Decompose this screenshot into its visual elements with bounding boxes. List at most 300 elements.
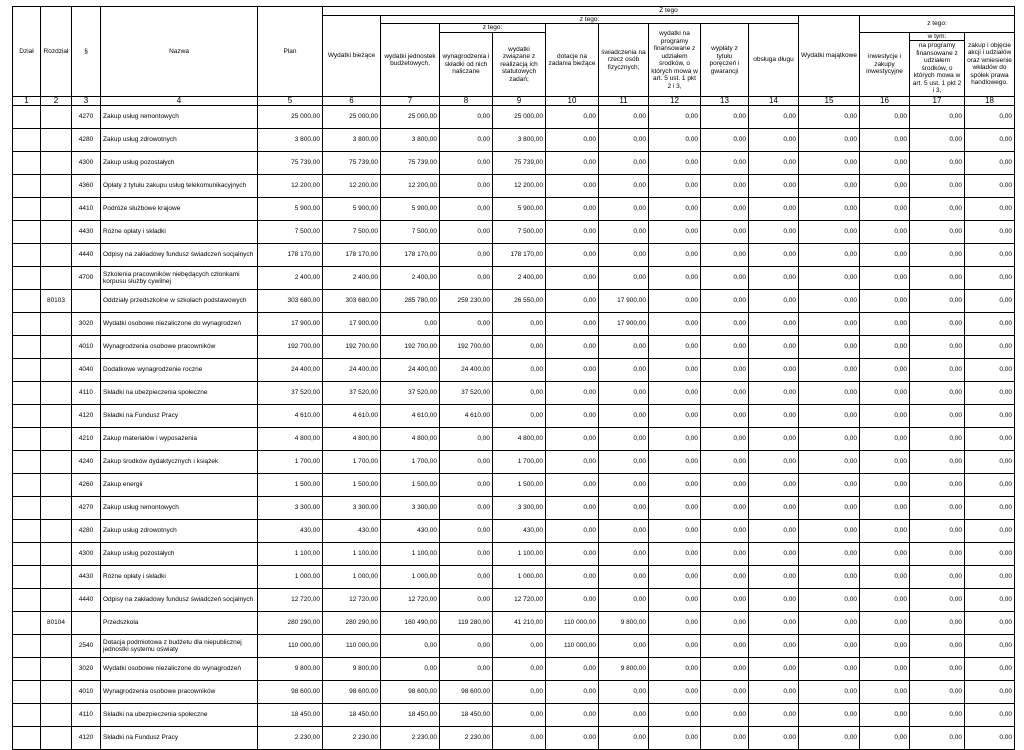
table-row — [13, 290, 1015, 313]
cell-dzial — [13, 244, 41, 267]
cell-value: 259 230,00 — [440, 290, 493, 313]
cell-value: 0,00 — [440, 635, 493, 658]
cell-rozdzial — [41, 658, 72, 681]
cell-dzial — [13, 129, 41, 152]
cell-value: 1 500,00 — [381, 474, 440, 497]
cell-dzial — [13, 290, 41, 313]
cell-value: 0,00 — [599, 221, 649, 244]
cell-value: 0,00 — [965, 106, 1015, 129]
table-row — [13, 405, 1015, 428]
cell-value: 0,00 — [546, 129, 599, 152]
cell-value: 0,00 — [546, 313, 599, 336]
cell-rozdzial — [41, 267, 72, 290]
cell-dzial — [13, 474, 41, 497]
cell-value: 3 800,00 — [323, 129, 381, 152]
table-row — [13, 152, 1015, 175]
cell-value: 0,00 — [860, 129, 910, 152]
cell-value: 0,00 — [749, 336, 799, 359]
table-row — [13, 451, 1015, 474]
cell-paragraf: 3020 — [72, 313, 101, 336]
cell-value: 0,00 — [965, 428, 1015, 451]
cell-value: 0,00 — [799, 221, 860, 244]
cell-value: 0,00 — [965, 635, 1015, 658]
header-obsluga: obsługa długu — [749, 24, 799, 97]
cell-value: 0,00 — [860, 451, 910, 474]
cell-nazwa: Zakup materiałów i wyposażenia — [101, 428, 258, 451]
cell-value: 0,00 — [440, 175, 493, 198]
cell-dzial — [13, 106, 41, 129]
column-number: 9 — [493, 97, 546, 106]
cell-value: 0,00 — [493, 382, 546, 405]
cell-value: 192 700,00 — [381, 336, 440, 359]
cell-nazwa: Zakup usług pozostałych — [101, 543, 258, 566]
table-row — [13, 359, 1015, 382]
cell-value: 178 170,00 — [323, 244, 381, 267]
cell-rozdzial — [41, 727, 72, 750]
cell-dzial — [13, 313, 41, 336]
cell-value: 0,00 — [910, 336, 965, 359]
cell-value: 0,00 — [749, 106, 799, 129]
cell-value: 0,00 — [799, 290, 860, 313]
cell-value: 0,00 — [799, 497, 860, 520]
cell-value: 0,00 — [860, 497, 910, 520]
cell-paragraf: 4270 — [72, 106, 101, 129]
cell-paragraf: 4410 — [72, 198, 101, 221]
cell-value: 0,00 — [910, 405, 965, 428]
cell-value: 0,00 — [910, 681, 965, 704]
cell-value: 0,00 — [440, 497, 493, 520]
cell-value: 0,00 — [493, 727, 546, 750]
cell-value: 0,00 — [440, 221, 493, 244]
table-row — [13, 428, 1015, 451]
cell-value: 0,00 — [701, 474, 749, 497]
cell-value: 3 800,00 — [258, 129, 323, 152]
cell-value: 0,00 — [965, 451, 1015, 474]
cell-value: 0,00 — [860, 635, 910, 658]
cell-value: 0,00 — [440, 198, 493, 221]
cell-value: 0,00 — [799, 382, 860, 405]
cell-value: 12 200,00 — [258, 175, 323, 198]
cell-value: 0,00 — [546, 681, 599, 704]
cell-paragraf: 4700 — [72, 267, 101, 290]
cell-value: 0,00 — [799, 152, 860, 175]
cell-value: 0,00 — [749, 658, 799, 681]
cell-value: 24 400,00 — [323, 359, 381, 382]
cell-value: 18 450,00 — [258, 704, 323, 727]
cell-value: 0,00 — [749, 727, 799, 750]
cell-value: 0,00 — [860, 566, 910, 589]
header-w-tym: w tym: — [910, 32, 965, 41]
cell-value: 0,00 — [493, 704, 546, 727]
table-row — [13, 727, 1015, 750]
cell-value: 0,00 — [599, 497, 649, 520]
cell-value: 0,00 — [599, 681, 649, 704]
cell-value: 17 900,00 — [258, 313, 323, 336]
cell-value: 0,00 — [749, 451, 799, 474]
cell-value: 0,00 — [910, 382, 965, 405]
cell-value: 0,00 — [965, 175, 1015, 198]
cell-nazwa: Składki na Fundusz Pracy — [101, 727, 258, 750]
cell-value: 0,00 — [599, 129, 649, 152]
cell-value: 0,00 — [965, 382, 1015, 405]
table-row — [13, 221, 1015, 244]
cell-value: 0,00 — [493, 313, 546, 336]
cell-nazwa: Zakup usług remontowych — [101, 106, 258, 129]
cell-value: 0,00 — [440, 428, 493, 451]
cell-value: 0,00 — [799, 451, 860, 474]
cell-rozdzial — [41, 474, 72, 497]
cell-value: 4 610,00 — [440, 405, 493, 428]
cell-value: 4 800,00 — [323, 428, 381, 451]
cell-value: 0,00 — [493, 681, 546, 704]
cell-value: 17 900,00 — [599, 313, 649, 336]
cell-value: 0,00 — [749, 543, 799, 566]
cell-dzial — [13, 175, 41, 198]
cell-value: 41 210,00 — [493, 612, 546, 635]
cell-value: 0,00 — [701, 198, 749, 221]
cell-dzial — [13, 566, 41, 589]
cell-value: 24 400,00 — [258, 359, 323, 382]
cell-value: 0,00 — [649, 428, 701, 451]
cell-rozdzial — [41, 451, 72, 474]
cell-nazwa: Zakup usług zdrowotnych — [101, 520, 258, 543]
cell-value: 0,00 — [649, 704, 701, 727]
cell-value: 0,00 — [440, 566, 493, 589]
cell-nazwa: Zakup usług pozostałych — [101, 152, 258, 175]
cell-value: 0,00 — [860, 106, 910, 129]
cell-value: 0,00 — [440, 244, 493, 267]
cell-value: 0,00 — [649, 635, 701, 658]
cell-value: 0,00 — [599, 267, 649, 290]
header-dzial: Dział — [13, 7, 41, 97]
cell-paragraf: 4260 — [72, 474, 101, 497]
header-programy-majatkowe: na programy finansowane z udziałem środków, o których mowa w art. 5 ust. 1 pkt 2 i 3, — [910, 41, 965, 97]
cell-nazwa: Zakup usług zdrowotnych — [101, 129, 258, 152]
cell-value: 0,00 — [649, 267, 701, 290]
cell-paragraf: 4300 — [72, 152, 101, 175]
cell-value: 0,00 — [860, 704, 910, 727]
cell-value: 0,00 — [599, 428, 649, 451]
cell-value: 0,00 — [965, 198, 1015, 221]
cell-value: 0,00 — [493, 359, 546, 382]
cell-nazwa: Składki na ubezpieczenia społeczne — [101, 704, 258, 727]
cell-value: 178 170,00 — [258, 244, 323, 267]
cell-value: 110 000,00 — [258, 635, 323, 658]
cell-value: 3 300,00 — [493, 497, 546, 520]
cell-value: 110 000,00 — [546, 635, 599, 658]
table-row — [13, 520, 1015, 543]
cell-value: 0,00 — [799, 359, 860, 382]
cell-value: 25 000,00 — [381, 106, 440, 129]
cell-value: 0,00 — [799, 612, 860, 635]
cell-value: 0,00 — [965, 290, 1015, 313]
cell-value: 0,00 — [965, 589, 1015, 612]
cell-value: 0,00 — [799, 543, 860, 566]
cell-value: 0,00 — [799, 405, 860, 428]
cell-dzial — [13, 497, 41, 520]
cell-value: 0,00 — [749, 198, 799, 221]
cell-value: 0,00 — [860, 612, 910, 635]
cell-value: 0,00 — [965, 681, 1015, 704]
cell-rozdzial — [41, 198, 72, 221]
cell-value: 110 000,00 — [323, 635, 381, 658]
table-row — [13, 198, 1015, 221]
header-paragraf: § — [72, 7, 101, 97]
cell-nazwa: Szkolenia pracowników niebędących członkami korpusu służby cywilnej — [101, 267, 258, 290]
cell-value: 0,00 — [965, 129, 1015, 152]
cell-value: 1 500,00 — [258, 474, 323, 497]
cell-paragraf: 4010 — [72, 681, 101, 704]
cell-nazwa: Oddziały przedszkolne w szkołach podstawowych — [101, 290, 258, 313]
column-number: 16 — [860, 97, 910, 106]
cell-value: 0,00 — [965, 221, 1015, 244]
cell-value: 25 000,00 — [493, 106, 546, 129]
cell-paragraf: 3020 — [72, 658, 101, 681]
cell-value: 0,00 — [546, 152, 599, 175]
cell-nazwa: Wydatki osobowe niezaliczone do wynagrodzeń — [101, 313, 258, 336]
cell-value: 0,00 — [701, 244, 749, 267]
cell-value: 37 520,00 — [258, 382, 323, 405]
cell-value: 0,00 — [546, 543, 599, 566]
cell-value: 0,00 — [546, 175, 599, 198]
cell-value: 0,00 — [381, 313, 440, 336]
cell-value: 0,00 — [910, 727, 965, 750]
cell-value: 0,00 — [493, 405, 546, 428]
cell-value: 0,00 — [799, 727, 860, 750]
cell-paragraf: 4440 — [72, 589, 101, 612]
cell-value: 75 739,00 — [323, 152, 381, 175]
cell-value: 0,00 — [649, 382, 701, 405]
header-wynagrodzenia: wynagrodzenia i składki od nich naliczane — [440, 32, 493, 97]
cell-nazwa: Wydatki osobowe niezaliczone do wynagrodzeń — [101, 658, 258, 681]
cell-value: 0,00 — [701, 129, 749, 152]
table-row — [13, 244, 1015, 267]
cell-value: 0,00 — [749, 267, 799, 290]
cell-value: 0,00 — [701, 612, 749, 635]
cell-value: 4 800,00 — [493, 428, 546, 451]
cell-value: 0,00 — [860, 543, 910, 566]
cell-value: 0,00 — [701, 290, 749, 313]
cell-value: 0,00 — [701, 221, 749, 244]
cell-value: 0,00 — [599, 244, 649, 267]
table-row — [13, 681, 1015, 704]
cell-value: 0,00 — [860, 221, 910, 244]
cell-value: 285 780,00 — [381, 290, 440, 313]
cell-value: 0,00 — [799, 658, 860, 681]
cell-value: 0,00 — [546, 704, 599, 727]
cell-value: 0,00 — [860, 198, 910, 221]
cell-value: 12 720,00 — [493, 589, 546, 612]
column-number: 4 — [101, 97, 258, 106]
cell-value: 280 290,00 — [258, 612, 323, 635]
cell-value: 0,00 — [546, 106, 599, 129]
cell-value: 3 300,00 — [323, 497, 381, 520]
cell-value: 192 700,00 — [258, 336, 323, 359]
table-row — [13, 704, 1015, 727]
header-wydatki-jednostek: wydatki jednostek budżetowych, — [381, 24, 440, 97]
table-row — [13, 612, 1015, 635]
cell-value: 0,00 — [701, 566, 749, 589]
column-number: 12 — [649, 97, 701, 106]
table-row — [13, 543, 1015, 566]
table-row — [13, 382, 1015, 405]
cell-value: 0,00 — [910, 198, 965, 221]
cell-value: 2 400,00 — [258, 267, 323, 290]
cell-value: 7 500,00 — [381, 221, 440, 244]
cell-value: 0,00 — [546, 405, 599, 428]
cell-rozdzial — [41, 336, 72, 359]
cell-dzial — [13, 221, 41, 244]
cell-value: 2 400,00 — [381, 267, 440, 290]
cell-value: 9 800,00 — [599, 612, 649, 635]
cell-dzial — [13, 727, 41, 750]
cell-value: 0,00 — [649, 497, 701, 520]
column-number: 17 — [910, 97, 965, 106]
column-number: 13 — [701, 97, 749, 106]
cell-value: 0,00 — [599, 520, 649, 543]
cell-value: 0,00 — [860, 589, 910, 612]
cell-value: 0,00 — [749, 497, 799, 520]
cell-rozdzial — [41, 244, 72, 267]
cell-dzial — [13, 359, 41, 382]
cell-value: 0,00 — [860, 405, 910, 428]
cell-value: 0,00 — [440, 474, 493, 497]
cell-paragraf — [72, 612, 101, 635]
cell-value: 4 610,00 — [258, 405, 323, 428]
cell-value: 0,00 — [799, 175, 860, 198]
header-z-tego-a: z tego: — [381, 15, 799, 24]
cell-value: 0,00 — [701, 451, 749, 474]
cell-value: 0,00 — [649, 474, 701, 497]
cell-paragraf: 4430 — [72, 566, 101, 589]
cell-value: 0,00 — [910, 152, 965, 175]
cell-value: 0,00 — [910, 290, 965, 313]
cell-value: 0,00 — [799, 106, 860, 129]
cell-value: 0,00 — [860, 152, 910, 175]
cell-value: 0,00 — [799, 129, 860, 152]
cell-paragraf: 4210 — [72, 428, 101, 451]
cell-dzial — [13, 589, 41, 612]
cell-value: 0,00 — [599, 152, 649, 175]
cell-value: 0,00 — [649, 566, 701, 589]
cell-value: 0,00 — [599, 635, 649, 658]
cell-value: 1 700,00 — [493, 451, 546, 474]
cell-value: 5 900,00 — [381, 198, 440, 221]
cell-value: 37 520,00 — [381, 382, 440, 405]
cell-value: 7 500,00 — [258, 221, 323, 244]
cell-value: 192 700,00 — [323, 336, 381, 359]
cell-value: 17 900,00 — [599, 290, 649, 313]
cell-value: 0,00 — [910, 497, 965, 520]
cell-value: 303 680,00 — [323, 290, 381, 313]
cell-value: 5 900,00 — [258, 198, 323, 221]
cell-rozdzial: 80103 — [41, 290, 72, 313]
cell-value: 0,00 — [493, 658, 546, 681]
cell-paragraf: 4240 — [72, 451, 101, 474]
cell-value: 0,00 — [749, 474, 799, 497]
cell-value: 0,00 — [965, 244, 1015, 267]
cell-value: 0,00 — [701, 313, 749, 336]
cell-value: 0,00 — [799, 428, 860, 451]
cell-value: 12 720,00 — [323, 589, 381, 612]
header-plan: Plan — [258, 7, 323, 97]
cell-value: 1 700,00 — [381, 451, 440, 474]
cell-value: 1 700,00 — [258, 451, 323, 474]
cell-value: 0,00 — [910, 543, 965, 566]
cell-value: 0,00 — [599, 175, 649, 198]
cell-value: 0,00 — [910, 221, 965, 244]
cell-value: 26 550,00 — [493, 290, 546, 313]
table-row — [13, 129, 1015, 152]
cell-paragraf: 4010 — [72, 336, 101, 359]
cell-value: 0,00 — [910, 244, 965, 267]
column-number: 8 — [440, 97, 493, 106]
cell-dzial — [13, 635, 41, 658]
cell-value: 0,00 — [749, 681, 799, 704]
cell-value: 0,00 — [965, 543, 1015, 566]
cell-value: 2 230,00 — [440, 727, 493, 750]
cell-value: 5 900,00 — [323, 198, 381, 221]
cell-rozdzial — [41, 129, 72, 152]
cell-value: 7 500,00 — [323, 221, 381, 244]
cell-rozdzial — [41, 175, 72, 198]
cell-value: 0,00 — [599, 704, 649, 727]
header-wyplaty: wypłaty z tytułu poręczeń i gwarancji — [701, 24, 749, 97]
cell-nazwa: Podróże służbowe krajowe — [101, 198, 258, 221]
cell-value: 0,00 — [910, 589, 965, 612]
cell-value: 0,00 — [749, 428, 799, 451]
cell-value: 0,00 — [860, 313, 910, 336]
cell-value: 0,00 — [381, 658, 440, 681]
cell-value: 0,00 — [749, 704, 799, 727]
cell-value: 0,00 — [910, 106, 965, 129]
cell-value: 0,00 — [546, 290, 599, 313]
table-row — [13, 658, 1015, 681]
cell-nazwa: Składki na ubezpieczenia społeczne — [101, 382, 258, 405]
cell-value: 0,00 — [701, 405, 749, 428]
cell-value: 0,00 — [701, 658, 749, 681]
cell-paragraf — [72, 290, 101, 313]
cell-dzial — [13, 152, 41, 175]
cell-value: 0,00 — [701, 175, 749, 198]
cell-value: 0,00 — [546, 244, 599, 267]
cell-value: 0,00 — [799, 704, 860, 727]
table-row — [13, 106, 1015, 129]
cell-value: 0,00 — [860, 175, 910, 198]
table-row — [13, 336, 1015, 359]
cell-value: 0,00 — [860, 474, 910, 497]
cell-value: 0,00 — [546, 221, 599, 244]
cell-paragraf: 4270 — [72, 497, 101, 520]
table-body — [13, 106, 1015, 750]
column-number: 14 — [749, 97, 799, 106]
cell-value: 430,00 — [381, 520, 440, 543]
cell-value: 0,00 — [910, 635, 965, 658]
cell-value: 0,00 — [701, 635, 749, 658]
cell-value: 0,00 — [701, 543, 749, 566]
cell-rozdzial: 80104 — [41, 612, 72, 635]
table-row — [13, 497, 1015, 520]
cell-value: 0,00 — [649, 129, 701, 152]
cell-value: 3 300,00 — [381, 497, 440, 520]
cell-value: 24 400,00 — [440, 359, 493, 382]
cell-value: 0,00 — [749, 520, 799, 543]
cell-rozdzial — [41, 497, 72, 520]
cell-value: 0,00 — [749, 221, 799, 244]
column-number: 7 — [381, 97, 440, 106]
cell-dzial — [13, 543, 41, 566]
cell-value: 0,00 — [965, 336, 1015, 359]
